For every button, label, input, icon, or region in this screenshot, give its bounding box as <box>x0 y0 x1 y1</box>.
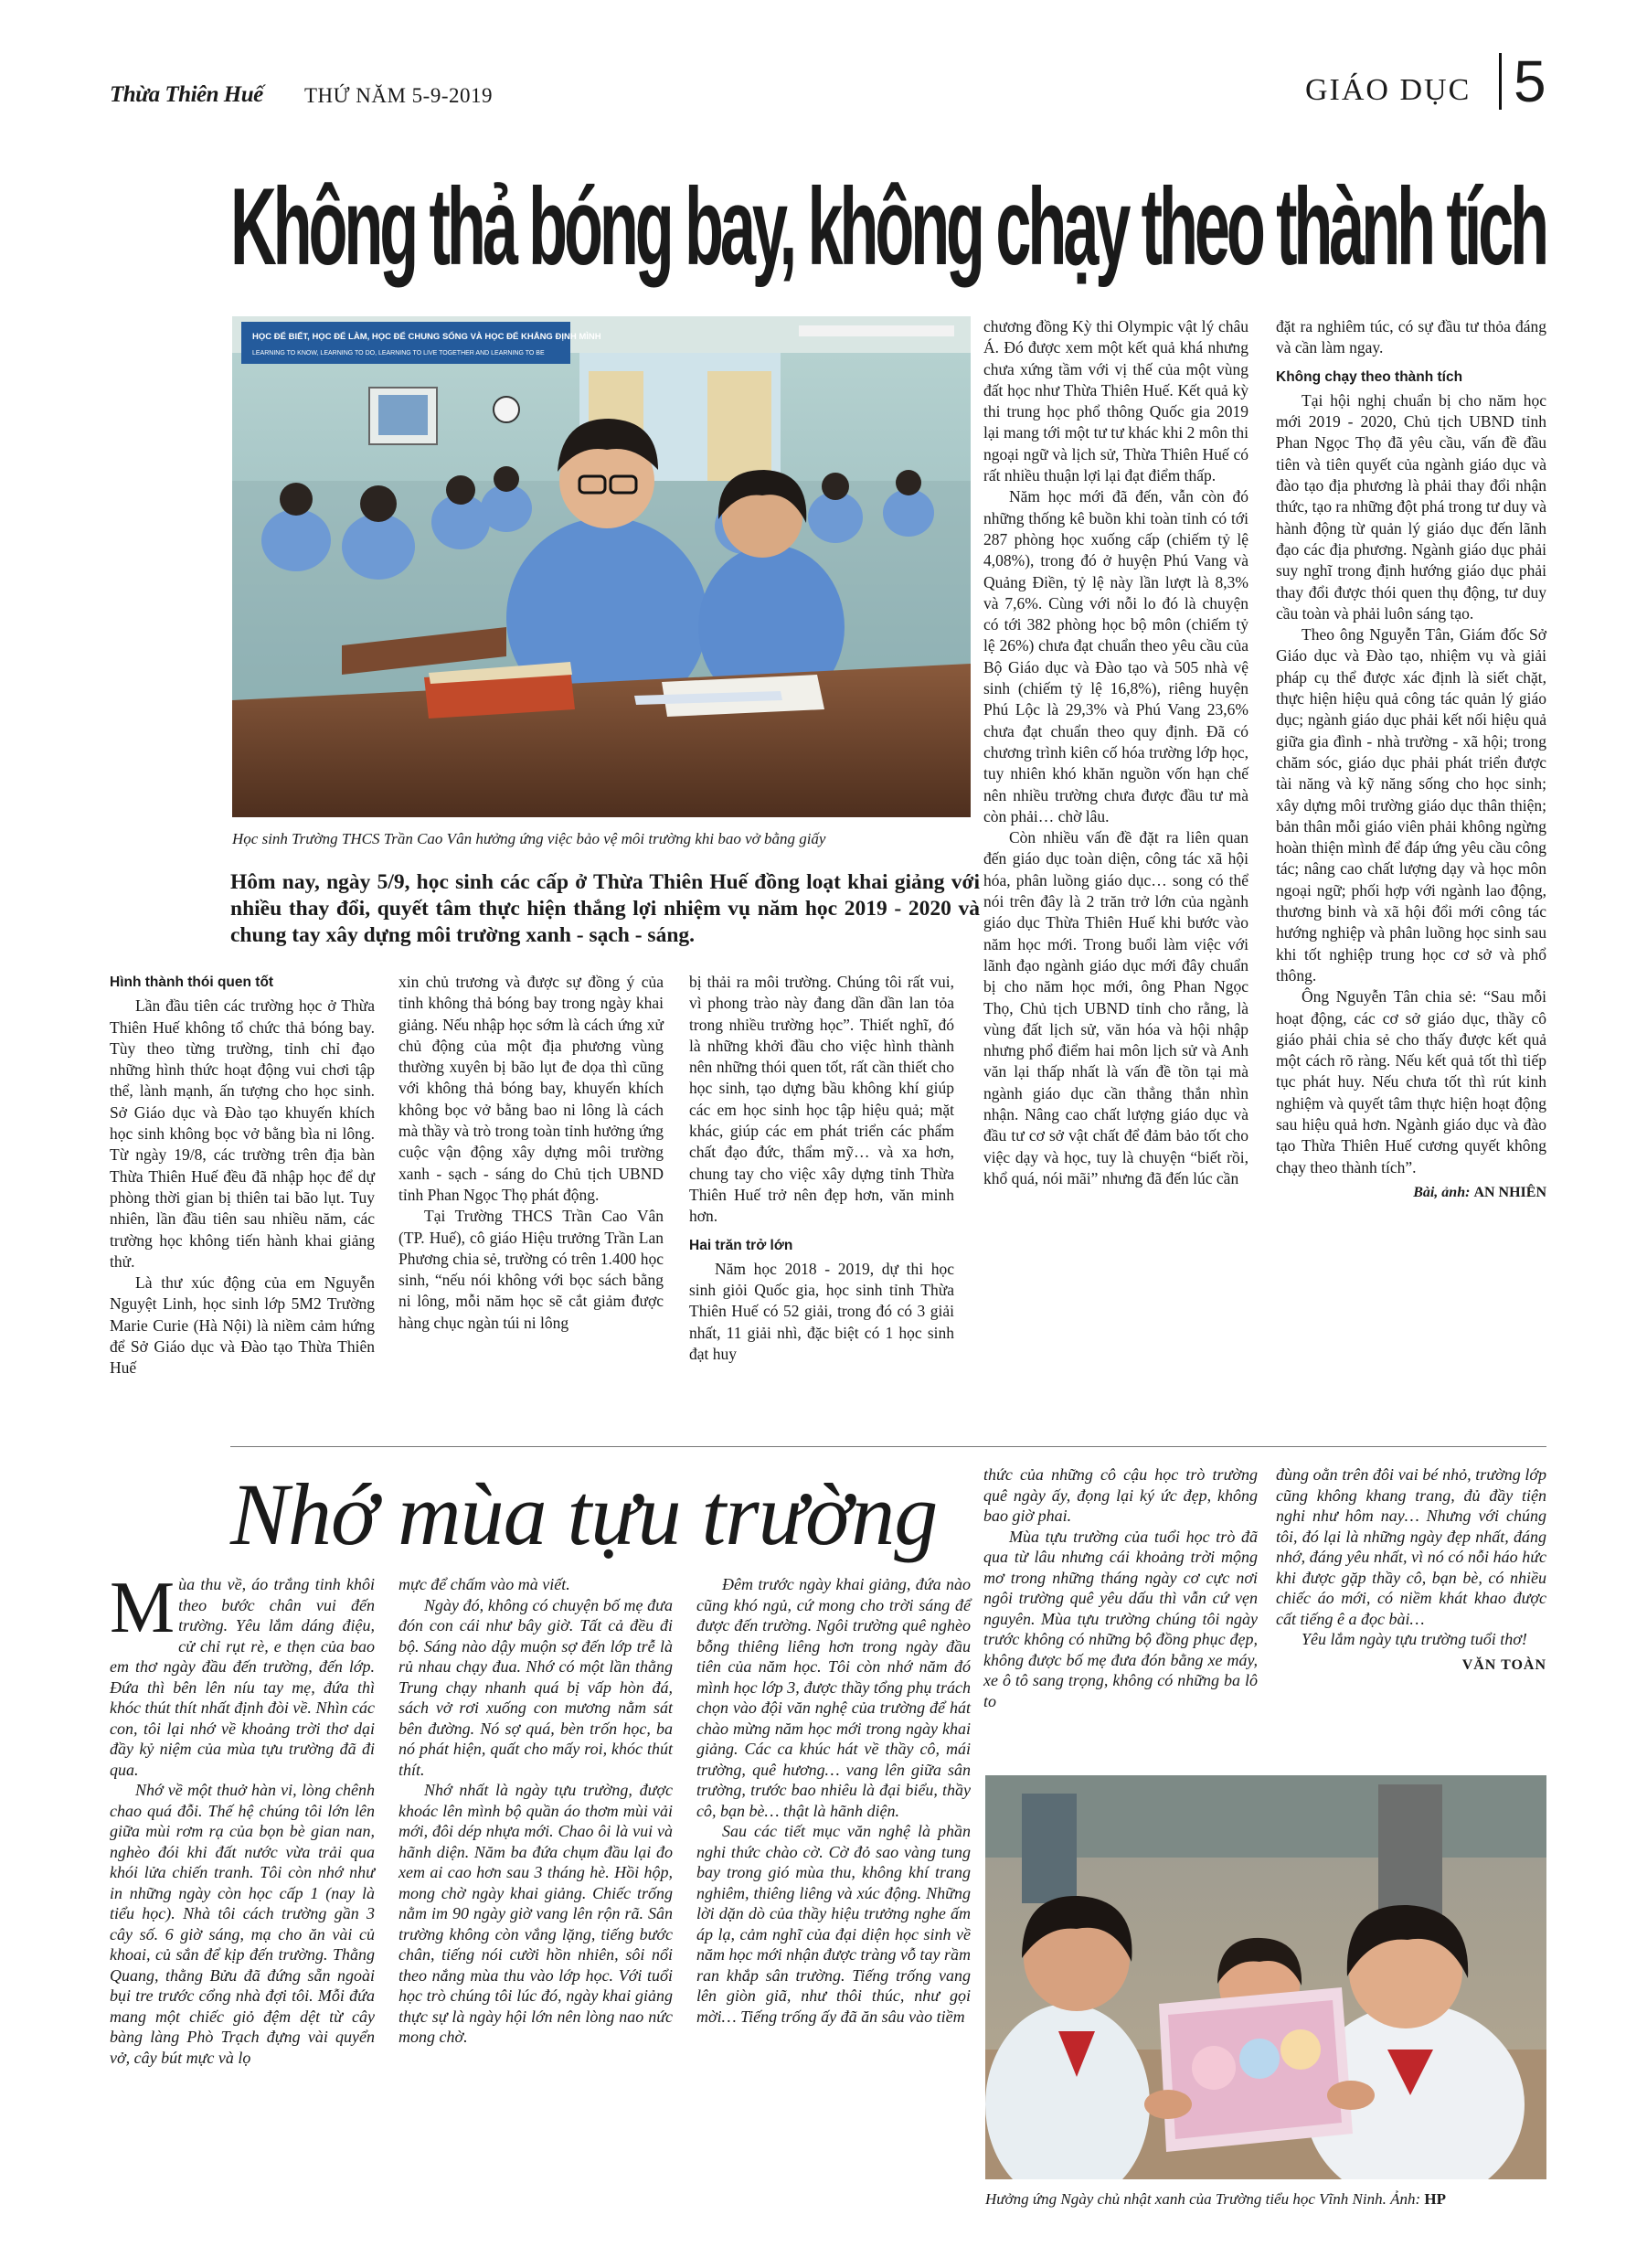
lead-paragraph: Hôm nay, ngày 5/9, học sinh các cấp ở Thừa Thiên Huế đồng loạt khai giảng với nhiều thay đổi, quyết tâm thực hiện thắng lợi nhiệm vụ năm học 2019 - 2020 và chung tay xây dựng môi trường xanh - sạch - sáng. <box>230 870 980 947</box>
author: VĂN TOÀN <box>1461 1656 1546 1673</box>
section-divider <box>230 1446 1546 1447</box>
caption-text: Hưởng ứng Ngày chủ nhật xanh của Trường tiểu học Vĩnh Ninh. Ảnh: <box>985 2190 1421 2208</box>
byline-author: AN NHIÊN <box>1473 1184 1546 1200</box>
feature-column-1 <box>110 1568 375 2068</box>
paragraph: thức của những cô cậu học trò trường quê ngày ấy, đọng lại ký ức đẹp, không bao giờ phai. <box>983 1465 1258 1525</box>
paragraph: Là thư xúc động của em Nguyễn Nguyệt Linh, học sinh lớp 5M2 Trường Marie Curie (Hà Nội) là niềm cảm hứng để Sở Giáo dục và Đào tạo Thừa Thiên Huế <box>110 1273 375 1378</box>
feature-title: Nhớ mùa tựu trường <box>230 1465 938 1563</box>
issue-date: THỨ NĂM 5-9-2019 <box>304 84 493 107</box>
paragraph: Nhớ về một thuở hàn vi, lòng chênh chao quá đỗi. Thế hệ chúng tôi lớn lên giữa mùi rơm rạ của bọn bè gian nan, nghèo đói khi đất nước vừa trải qua khói lửa chiến tranh. Tôi còn nhớ như in những ngày còn học cấp 1 (nay là tiểu học). Nhà tôi cách trường gần 3 cây số. 6 giờ sáng, mạ cho ăn vài củ khoai, củ sắn để kịp đến trường. Thằng Quang, thằng Bửu đã đứng sẵn ngoài bụi tre trước cổng nhà đợi tôi. Mỗi đứa mang một chiếc giỏ đệm dệt từ cây bàng làng Phò Trạch đựng vài quyển vở, cây bút mực và lọ <box>110 1781 375 2067</box>
drop-cap: M <box>110 1568 175 1648</box>
paragraph-text: ùa thu về, áo trắng tinh khôi theo bước chân vui đến trường. Yêu lắm dáng điệu, cử chỉ rụt rè, e thẹn của bao em thơ ngày đầu đến trường, đến lớp. Đứa thì bên lên níu tay mẹ, đứa thì khóc thút thít nhất định đòi về. Nhìn các con, tôi lại nhớ về khoảng trời thơ dại đầy kỷ niệm của mùa tựu trường đã đi qua. <box>110 1575 375 1779</box>
paragraph: xin chủ trương và được sự đồng ý của tỉnh không thả bóng bay trong ngày khai giảng. Nếu nhập học sớm là cách ứng xử chủ động của một địa phương vùng thường xuyên bị bão lụt đe dọa thì cũng với không thả bóng bay, khuyến khích không bọc vở bằng bao ni lông là cách mà thầy và trò trong toàn tỉnh hưởng ứng cuộc vận động xây dựng môi trường xanh - sạch - sáng do Chủ tịch UBND tỉnh Phan Ngọc Thọ phát động. <box>398 973 664 1204</box>
paragraph: chương đồng Kỳ thi Olympic vật lý châu Á. Đó được xem một kết quả khá nhưng chưa xứng tầm với vị thế của một vùng đất học như Thừa Thiên Huế. Kết quả kỳ thi trung học phổ thông Quốc gia 2019 lại mang tới một tư tư khác khi 2 môn thi ngoại ngữ và lịch sử, Thừa Thiên Huế có rất nhiều thuận lợi lại đạt điểm thấp. <box>983 317 1249 485</box>
classroom-photo <box>232 316 971 817</box>
paragraph: Nhớ nhất là ngày tựu trường, được khoác lên mình bộ quần áo thơm mùi vải mới, đôi dép nhựa mới. Chao ôi là vui và hãnh diện. Năm ba đứa chụm đầu lại đo xem ai cao hơn sau 3 tháng hè. Hồi hộp, mong chờ ngày khai giảng. Chiếc trống nằm im 90 ngày giờ vang lên rộn rã. Sân trường không còn vắng lặng, tiếng bước chân, tiếng nói cười hồn nhiên, sôi nổi theo nắng mùa thu vào lớp học. Với tuổi học trò chúng tôi lúc đó, ngày khai giảng thực sự là ngày hội lớn nên lòng nao nức mong chờ. <box>398 1781 673 2046</box>
feature-column-4 <box>983 1464 1258 1711</box>
article-column-1 <box>110 972 375 1379</box>
paragraph: đặt ra nghiêm túc, có sự đầu tư thỏa đáng và cần làm ngay. <box>1276 317 1546 357</box>
newspaper-name: Thừa Thiên Huế <box>110 82 263 107</box>
subheading: Không chạy theo thành tích <box>1276 368 1463 385</box>
paragraph: Năm học mới đã đến, vẫn còn đó những thống kê buồn khi toàn tỉnh có tới 287 phòng học xuống cấp (chiếm tỷ lệ 4,08%), trong đó ở huyện Phú Vang và Quảng Điền, tỷ lệ này lần lượt là 8,3% và 7,6%. Cùng với nỗi lo đó là chuyện có tới 382 phòng học bộ môn (chiếm tỷ lệ 26%) chưa đạt chuẩn theo yêu cầu của Bộ Giáo dục và Đào tạo và 505 nhà vệ sinh (chiếm tỷ lệ 16,8%), riêng huyện Phú Lộc là 29,3% và Phú Vang 23,6% chưa đạt chuẩn theo quy định. Đã có chương trình kiên cố hóa trường lớp học, tuy nhiên khó khăn nguồn vốn hạn chế nên nhiều trường chưa được đầu tư mà còn phải… chờ lâu. <box>983 487 1249 825</box>
subheading: Hình thành thói quen tốt <box>110 974 274 990</box>
page-number: 5 <box>1514 48 1546 114</box>
article-column-5 <box>1276 316 1546 1203</box>
paragraph <box>110 1568 375 1780</box>
headline <box>230 154 1546 300</box>
paragraph: Tại hội nghị chuẩn bị cho năm học mới 2019 - 2020, Chủ tịch UBND tỉnh Phan Ngọc Thọ đã yêu cầu, vấn đề đầu tiên và tiên quyết của ngành giáo dục và đào tạo địa phương là phải thay đổi nhận thức, tạo ra những đột phá trong tư duy và hành động từ quản lý giáo dục đến lãnh đạo các địa phương. Ngành giáo dục phải suy nghĩ trong định hướng giáo dục phải thay đổi được thói quen thụ động, tư duy cầu toàn và phải luôn sáng tạo. <box>1276 390 1546 623</box>
paragraph: Đêm trước ngày khai giảng, đứa nào cũng khó ngủ, cứ mong cho trời sáng để được đến trường. Ngôi trường quê nghèo bỗng thiêng liêng hơn trong ngày đầu tiên của năm học. Tôi còn nhớ năm đó mình học lớp 3, được thầy tổng phụ trách chọn vào đội văn nghệ của trường để hát chào mừng năm học mới trong ngày khai giảng. Các ca khúc hát về thầy cô, mái trường, quê hương… vang lên giữa sân trường, trước bao nhiêu là đại biểu, thầy cô, bạn bè… thật là hãnh diện. <box>696 1575 971 1820</box>
article-column-2 <box>398 972 664 1334</box>
headline-text: Không thả bóng bay, không chạy theo thành tích <box>230 165 1546 288</box>
paragraph: Theo ông Nguyễn Tân, Giám đốc Sở Giáo dục và Đào tạo, nhiệm vụ và giải pháp cụ thể được xác định là siết chặt, thực hiện hiệu quả công tác quản lý giáo dục; ngành giáo dục phải kết nối hiệu quả giữa gia đình - nhà trường - xã hội; trong chăm sóc, giáo dục phải phát triển được tài năng và kỹ năng sống cho học sinh; xây dựng môi trường giáo dục thân thiện; bản thân mỗi giáo viên phải không ngừng hoàn thiện mình để đáp ứng yêu cầu công tác; nâng cao chất lượng dạy và học môn ngoại ngữ; phối hợp với ngành lao động, thương binh và xã hội đổi mới công tác hướng nghiệp và phân luồng học sinh sau khi tốt nghiệp trung học cơ sở và phổ thông. <box>1276 625 1546 985</box>
paragraph: bị thải ra môi trường. Chúng tôi rất vui, vì phong trào này đang dần dần lan tỏa trong nhiều trường học”. Thiết nghĩ, đó là những khởi đầu cho việc hình thành nên những thói quen tốt, rất cần thiết cho học sinh, tạo dựng bầu không khí giúp các em học sinh học tập hiệu quả; mặt khác, giúp các em phát triển các phẩm chất đạo đức, thẩm mỹ… và xa hơn, chung tay cho việc xây dựng tỉnh Thừa Thiên Huế trở nên đẹp hơn, văn minh hơn. <box>689 973 954 1226</box>
paragraph: Yêu lắm ngày tựu trường tuổi thơ! <box>1302 1630 1527 1648</box>
section-name: GIÁO DỤC <box>1305 73 1472 107</box>
photo-credit: HP <box>1424 2190 1446 2208</box>
article-column-3 <box>689 972 954 1365</box>
paragraph: Năm học 2018 - 2019, dự thi học sinh giỏi Quốc gia, học sinh tỉnh Thừa Thiên Huế có 52 giải, trong đó có 3 giải nhất, 11 giải nhì, đặc biệt có 1 học sinh đạt huy <box>689 1259 954 1364</box>
paragraph: mực để chấm vào mà viết. <box>398 1575 570 1593</box>
subheading: Hai trăn trở lớn <box>689 1237 793 1253</box>
feature-column-5 <box>1276 1464 1546 1676</box>
photo-caption: Học sinh Trường THCS Trần Cao Vân hưởng ứng việc bảo vệ môi trường khi bao vở bằng giấy <box>232 830 826 847</box>
paragraph: Tại Trường THCS Trần Cao Vân (TP. Huế), cô giáo Hiệu trưởng Trần Lan Phương chia sẻ, trường có trên 1.400 học sinh, “nếu nói không với bọc sách bằng ni lông, mỗi năm học sẽ cắt giảm được hàng chục ngàn túi ni lông <box>398 1207 664 1332</box>
paragraph: Ngày đó, không có chuyện bố mẹ đưa đón con cái như bây giờ. Tất cả đều đi bộ. Sáng nào dậy muộn sợ đến lớp trễ là rủ nhau chạy đua. Nhớ có một lần thằng Trung chạy nhanh quá bị vấp hòn đá, sách vở rơi xuống con mương nằm sát bên đường. Nó sợ quá, bèn trốn học, ba nó phát hiện, quất cho mấy roi, khóc thút thít. <box>398 1595 673 1779</box>
paragraph: đùng oằn trên đôi vai bé nhỏ, trường lớp cũng không khang trang, đủ đầy tiện nghi như hôm nay… Nhưng với chúng tôi, đó lại là những ngày đẹp nhất, đáng nhớ, đáng yêu nhất, vì nó có nỗi háo hức khi được gặp thầy cô, bạn bè, có nhiều chiếc áo mới, có niềm khát khao được cất tiếng ê a đọc bài… <box>1276 1465 1546 1628</box>
banner-text: HỌC ĐỂ BIẾT, HỌC ĐỂ LÀM, HỌC ĐỂ CHUNG SỐNG VÀ HỌC ĐỂ KHẲNG ĐỊNH MÌNH <box>252 332 601 342</box>
banner-subtext: LEARNING TO KNOW, LEARNING TO DO, LEARNING TO LIVE TOGETHER AND LEARNING TO BE <box>252 350 545 357</box>
paragraph: Lần đầu tiên các trường học ở Thừa Thiên Huế không tổ chức thả bóng bay. Tùy theo từng trường, tỉnh chỉ đạo những hình thức hoạt động vui chơi tập thể, lành mạnh, ấn tượng cho học sinh. Sở Giáo dục và Đào tạo khuyến khích học sinh không bọc vở bằng bìa ni lông. Từ ngày 19/8, các trường trên địa bàn Thừa Thiên Huế đều đã nhập học để dự phòng thời gian bị thiên tai bão lụt. Tuy nhiên, lần đầu tiên sau nhiều năm, các trường học không tiến hành khai giảng thử. <box>110 996 375 1271</box>
photo-caption-2 <box>985 2190 1546 2209</box>
feature-column-3 <box>696 1574 971 2027</box>
byline-prefix: Bài, ảnh: <box>1413 1184 1471 1200</box>
header-rule <box>1499 53 1502 110</box>
paragraph: Sau các tiết mục văn nghệ là phần nghi thức chào cờ. Cờ đỏ sao vàng tung bay trong gió mùa thu, không khí trang nghiêm, thiêng liêng và xúc động. Những lời dặn dò của thầy hiệu trưởng nghe ấm áp lạ, cảm nghĩ của đại diện học sinh về năm học mới nhận được tràng vỗ tay rầm ran khắp sân trường. Tiếng trống vang lên giòn giã, như thôi thúc, như gọi mời… Tiếng trống ấy đã ăn sâu vào tiềm <box>696 1822 971 2026</box>
byline <box>1276 1182 1546 1203</box>
paragraph: Ông Nguyễn Tân chia sẻ: “Sau mỗi hoạt động, các cơ sở giáo dục, thầy cô giáo phải chia sẻ cho thấy được kết quả một cách rõ ràng. Nếu kết quả tốt thì tiếp tục phát huy. Nếu chưa tốt thì rút kinh nghiệm và quyết tâm thực hiện hoạt động sau hiệu quả hơn. Ngành giáo dục và đào tạo Thừa Thiên Huế cương quyết không chạy theo thành tích”. <box>1276 987 1546 1177</box>
children-photo <box>985 1775 1546 2179</box>
paragraph: Mùa tựu trường của tuổi học trò đã qua từ lâu nhưng cái khoảng trời mộng mơ trong những tháng ngày cơ cực nơi ngôi trường quê yêu dấu thì vẫn cứ vẹn nguyên. Mùa tựu trường chúng tôi ngày trước không có những bộ đồng phục đẹp, không được bố mẹ đưa đón bằng xe máy, xe ô tô sang trọng, không có những ba lô to <box>983 1527 1258 1710</box>
article-column-4 <box>983 316 1249 1189</box>
paragraph: Còn nhiều vấn đề đặt ra liên quan đến giáo dục toàn diện, công tác xã hội hóa, phân luồng giáo dục… song có thể nói trên đây là 2 trăn trở lớn của ngành giáo dục Thừa Thiên Huế khi bước vào năm học mới. Trong buổi làm việc với lãnh đạo ngành giáo dục mới đây chuẩn bị cho năm học mới, ông Phan Ngọc Thọ, Chủ tịch UBND tỉnh cho rằng, là vùng đất lịch sử, văn hóa và hội nhập nhưng phổ điểm hai môn lịch sử và Anh văn lại thấp nhất là vấn đề tồn tại mà ngành giáo dục cần thẳng thắn nhìn nhận. Nâng cao chất lượng giáo dục và đầu tư cơ sở vật chất để đảm bảo tốt cho việc dạy và học, tuy là chuyện “biết rồi, khổ quá, nói mãi” nhưng đã đến lúc cần <box>983 828 1249 1187</box>
feature-column-2 <box>398 1574 673 2048</box>
